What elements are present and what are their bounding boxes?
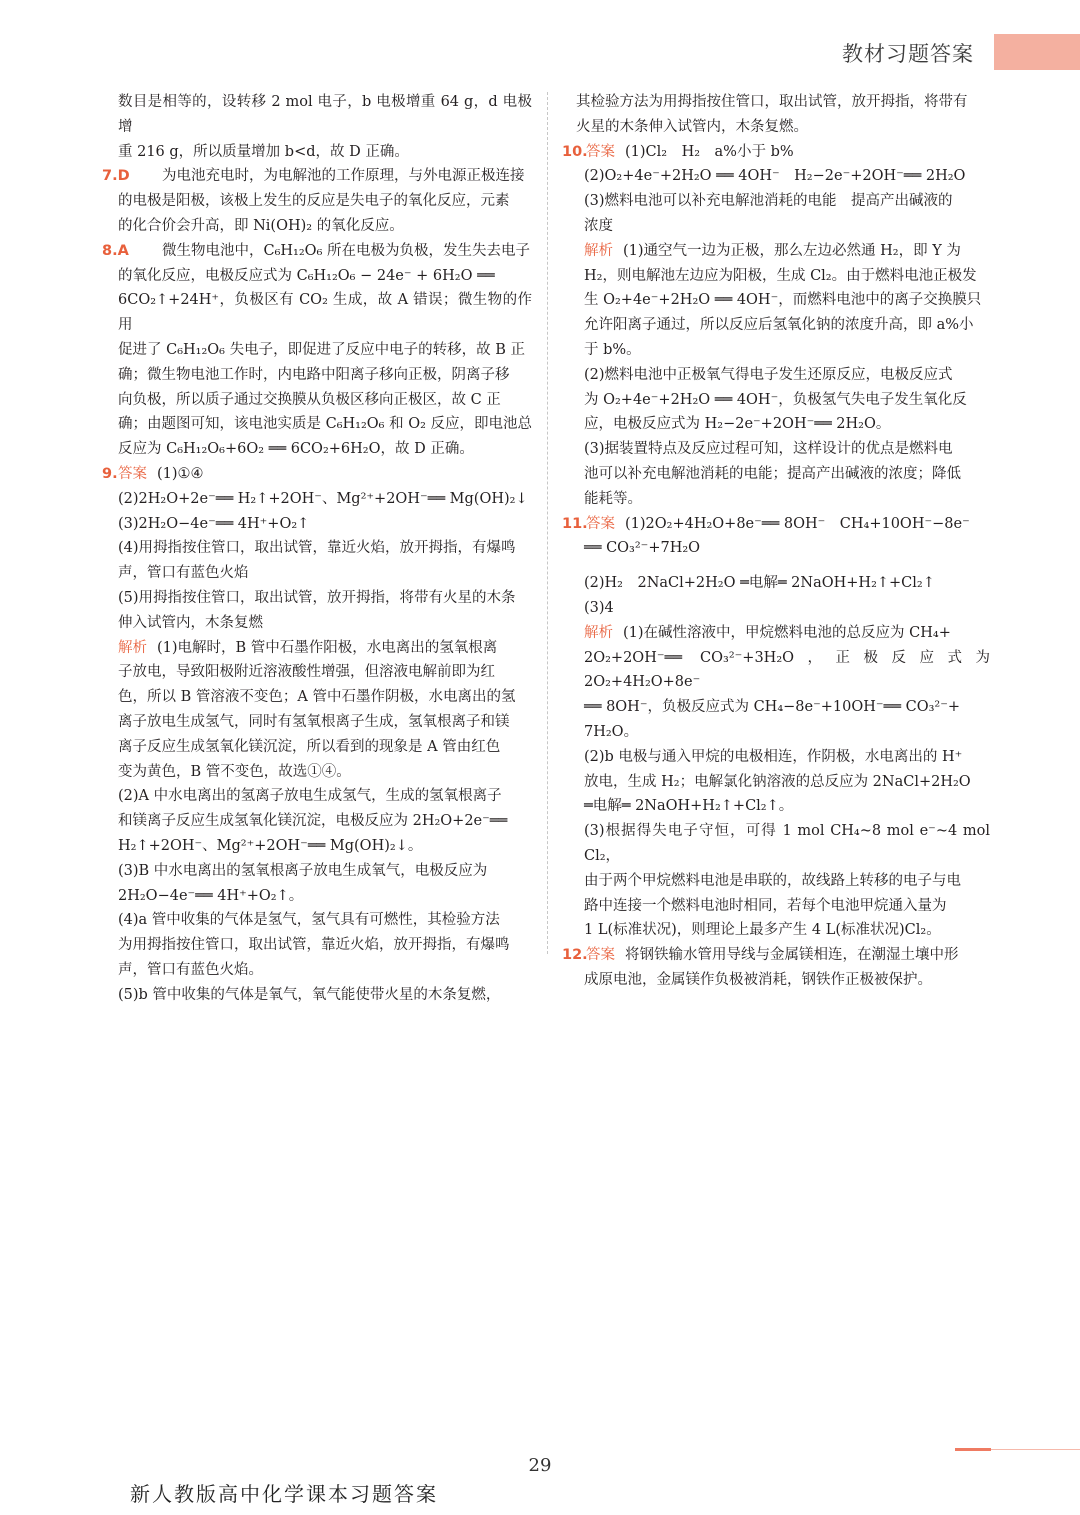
text-line: (1)电解时，B 管中石墨作阳极，水电离出的氢氧根离 [157, 639, 498, 656]
header-title: 教材习题答案 [842, 42, 974, 66]
text-line: 将钢铁输水管用导线与金属镁相连，在潮湿土壤中形 [625, 947, 959, 964]
text-line: (4)a 管中收集的气体是氢气，氢气具有可燃性，其检验方法 [118, 912, 500, 929]
footer-accent-line [955, 1448, 991, 1451]
text-line: (5)用拇指按住管口，取出试管，放开拇指，将带有火星的木条 [118, 589, 516, 606]
question-7 [102, 164, 532, 238]
analysis-tag: 解析 [584, 624, 613, 641]
text-line: 能耗等。 [584, 490, 642, 507]
text-line: (3)燃料电池可以补充电解池消耗的电能 提高产出碱液的 [584, 193, 953, 210]
question-9 [102, 462, 532, 1008]
text-line: 的氧化反应，电极反应式为 C₆H₁₂O₆ − 24e⁻ + 6H₂O ══ [118, 267, 495, 284]
question-number: 7.D [102, 168, 130, 185]
question-number: 12. [562, 947, 588, 964]
text-line: (1)2O₂+4H₂O+8e⁻══ 8OH⁻ CH₄+10OH⁻−8e⁻ [625, 515, 970, 532]
text-line: (3)据装置特点及反应过程可知，这样设计的优点是燃料电 [584, 441, 953, 458]
text-line: 其检验方法为用拇指按住管口，取出试管，放开拇指，将带有 [576, 94, 968, 110]
text-line: (2)2H₂O+2e⁻══ H₂↑+2OH⁻、Mg²⁺+2OH⁻══ Mg(OH)₂↓ [118, 490, 528, 507]
text-line: 路中连接一个燃料电池时相同，若每个电池甲烷通入量为 [584, 897, 947, 914]
answer-tag: 答案 [586, 947, 615, 964]
text-line: (3)2H₂O−4e⁻══ 4H⁺+O₂↑ [118, 515, 310, 532]
answer-tag: 答案 [118, 465, 147, 482]
text-line: 数目是相等的，设转移 2 mol 电子，b 电极增重 64 g，d 电极增 [118, 94, 532, 135]
text-line: ═电解═ 2NaOH+H₂↑+Cl₂↑。 [584, 798, 794, 815]
text-line: 子放电，导致阳极附近溶液酸性增强，但溶液电解前即为红 [118, 664, 495, 681]
question-number: 8.A [102, 242, 129, 259]
column-divider [547, 92, 548, 954]
question-11 [562, 512, 990, 944]
text-line: 确；由题图可知，该电池实质是 C₆H₁₂O₆ 和 O₂ 反应，即电池总 [118, 416, 533, 433]
text-line: 变为黄色，B 管不变色，故选①④。 [118, 763, 351, 780]
text-line: (3)B 中水电离出的氢氧根离子放电生成氧气，电极反应为 [118, 862, 488, 879]
text-line: 伸入试管内，木条复燃 [118, 614, 263, 631]
text-line: (2)燃料电池中正极氧气得电子发生还原反应，电极反应式 [584, 366, 953, 383]
text-line: (1)通空气一边为正极，那么左边必然通 H₂，即 Y 为 [623, 242, 961, 259]
text-line: 7H₂O。 [584, 723, 639, 740]
text-line: (3)4 [584, 599, 614, 616]
text-line: 6CO₂↑+24H⁺，负极区有 CO₂ 生成，故 A 错误；微生物的作用 [118, 292, 532, 334]
text-line: (2)H₂ 2NaCl+2H₂O ═电解═ 2NaOH+H₂↑+Cl₂↑ [584, 575, 935, 592]
header-color-block [994, 34, 1080, 70]
text-line: 反应为 C₆H₁₂O₆+6O₂ ══ 6CO₂+6H₂O，故 D 正确。 [118, 441, 474, 458]
text-line: 1 L(标准状况)，则理论上最多产生 4 L(标准状况)Cl₂。 [584, 922, 941, 939]
question-number: 9. [102, 465, 118, 482]
text-line: 的化合价会升高，即 Ni(OH)₂ 的氧化反应。 [118, 217, 404, 234]
answer-tag: 答案 [586, 143, 615, 160]
text-line: 为用拇指按住管口，取出试管，靠近火焰，放开拇指，有爆鸣 [118, 937, 510, 954]
text-line: 确；微生物电池工作时，内电路中阳离子移向正极，阴离子移 [118, 366, 510, 383]
text-line: 微生物电池中，C₆H₁₂O₆ 所在电极为负极，发生失去电子 [162, 242, 530, 259]
text-line: 声，管口有蓝色火焰 [118, 565, 249, 582]
right-column [562, 90, 990, 993]
answer-tag: 答案 [586, 515, 615, 532]
question-number: 11. [562, 515, 588, 532]
text-line: ══ CO₃²⁻+7H₂O [584, 540, 701, 557]
text-line: 2O₂+2OH⁻══ CO₃²⁻+3H₂O，正极反应式为 2O₂+4H₂O+8e⁻ [584, 649, 990, 691]
text-line: (2)O₂+4e⁻+2H₂O ══ 4OH⁻ H₂−2e⁻+2OH⁻══ 2H₂O [584, 168, 966, 185]
text-line: 浓度 [584, 217, 613, 234]
text-line: 生 O₂+4e⁻+2H₂O ══ 4OH⁻，而燃料电池中的离子交换膜只 [584, 292, 982, 309]
text-line: (5)b 管中收集的气体是氧气，氧气能使带火星的木条复燃， [118, 986, 501, 1003]
analysis-tag: 解析 [584, 242, 613, 259]
text-line: 离子反应生成氢氧化镁沉淀，所以看到的现象是 A 管由红色 [118, 738, 501, 755]
text-line: (2)b 电极与通入甲烷的电极相连，作阴极，水电离出的 H⁺ [584, 748, 963, 765]
page-number: 29 [528, 1455, 552, 1476]
footer-accent-line-thin [991, 1449, 1080, 1450]
text-line: 为 O₂+4e⁻+2H₂O ══ 4OH⁻，负极氢气失电子发生氧化反 [584, 391, 967, 408]
text-line: 为电池充电时，为电解池的工作原理，与外电源正极连接 [162, 168, 525, 185]
text-line: H₂，则电解池左边应为阳极，生成 Cl₂。由于燃料电池正极发 [584, 267, 977, 284]
text-line: 重 216 g，所以质量增加 b<d，故 D 正确。 [118, 143, 409, 160]
text-line: ══ 8OH⁻，负极反应式为 CH₄−8e⁻+10OH⁻══ CO₃²⁻+ [584, 699, 961, 716]
text-line: H₂↑+2OH⁻、Mg²⁺+2OH⁻══ Mg(OH)₂↓。 [118, 837, 423, 854]
text-line: 离子放电生成氢气，同时有氢氧根离子生成，氢氧根离子和镁 [118, 713, 510, 730]
text-line: (3)根据得失电子守恒，可得 1 mol CH₄~8 mol e⁻~4 mol Cl₂， [584, 823, 990, 864]
text-line: (1)在碱性溶液中，甲烷燃料电池的总反应为 CH₄+ [623, 624, 951, 641]
footer-title: 新人教版高中化学课本习题答案 [130, 1482, 438, 1506]
question-number: 10. [562, 143, 588, 160]
text-line: 声，管口有蓝色火焰。 [118, 961, 263, 978]
text-line: 池可以补充电解池消耗的电能；提高产出碱液的浓度；降低 [584, 465, 961, 482]
text-line: (2)A 中水电离出的氢离子放电生成氢气，生成的氢氧根离子 [118, 788, 502, 805]
text-line: 2H₂O−4e⁻══ 4H⁺+O₂↑。 [118, 887, 304, 904]
text-line: 的电极是阳极，该极上发生的反应是失电子的氧化反应，元素 [118, 193, 510, 210]
text-line: (1)Cl₂ H₂ a%小于 b% [625, 143, 794, 160]
text-line: 火星的木条伸入试管内，木条复燃。 [576, 118, 808, 135]
text-line: 于 b%。 [584, 341, 641, 358]
text-line: 和镁离子反应生成氢氧化镁沉淀，电极反应为 2H₂O+2e⁻══ [118, 813, 508, 830]
text-line: 成原电池，金属镁作负极被消耗，钢铁作正极被保护。 [584, 971, 932, 988]
text-line: 色，所以 B 管溶液不变色；A 管中石墨作阴极，水电离出的氢 [118, 689, 516, 706]
left-column [102, 90, 533, 1007]
text-line: 应，电极反应式为 H₂−2e⁻+2OH⁻══ 2H₂O。 [584, 416, 891, 433]
question-12 [562, 943, 990, 993]
text-line: (4)用拇指按住管口，取出试管，靠近火焰，放开拇指，有爆鸣 [118, 540, 516, 557]
text-line: 放电，生成 H₂；电解氯化钠溶液的总反应为 2NaCl+2H₂O [584, 773, 971, 790]
question-10 [562, 140, 990, 512]
text-line: 允许阳离子通过，所以反应后氢氧化钠的浓度升高，即 a%小 [584, 317, 974, 334]
text-line: (1)①④ [157, 465, 204, 482]
text-line: 向负极，所以质子通过交换膜从负极区移向正极区，故 C 正 [118, 391, 501, 408]
text-line: 促进了 C₆H₁₂O₆ 失电子，即促进了反应中电子的转移，故 B 正 [118, 341, 525, 358]
text-line: 由于两个甲烷燃料电池是串联的，故线路上转移的电子与电 [584, 872, 961, 889]
question-8 [102, 239, 533, 462]
analysis-tag: 解析 [118, 639, 147, 656]
